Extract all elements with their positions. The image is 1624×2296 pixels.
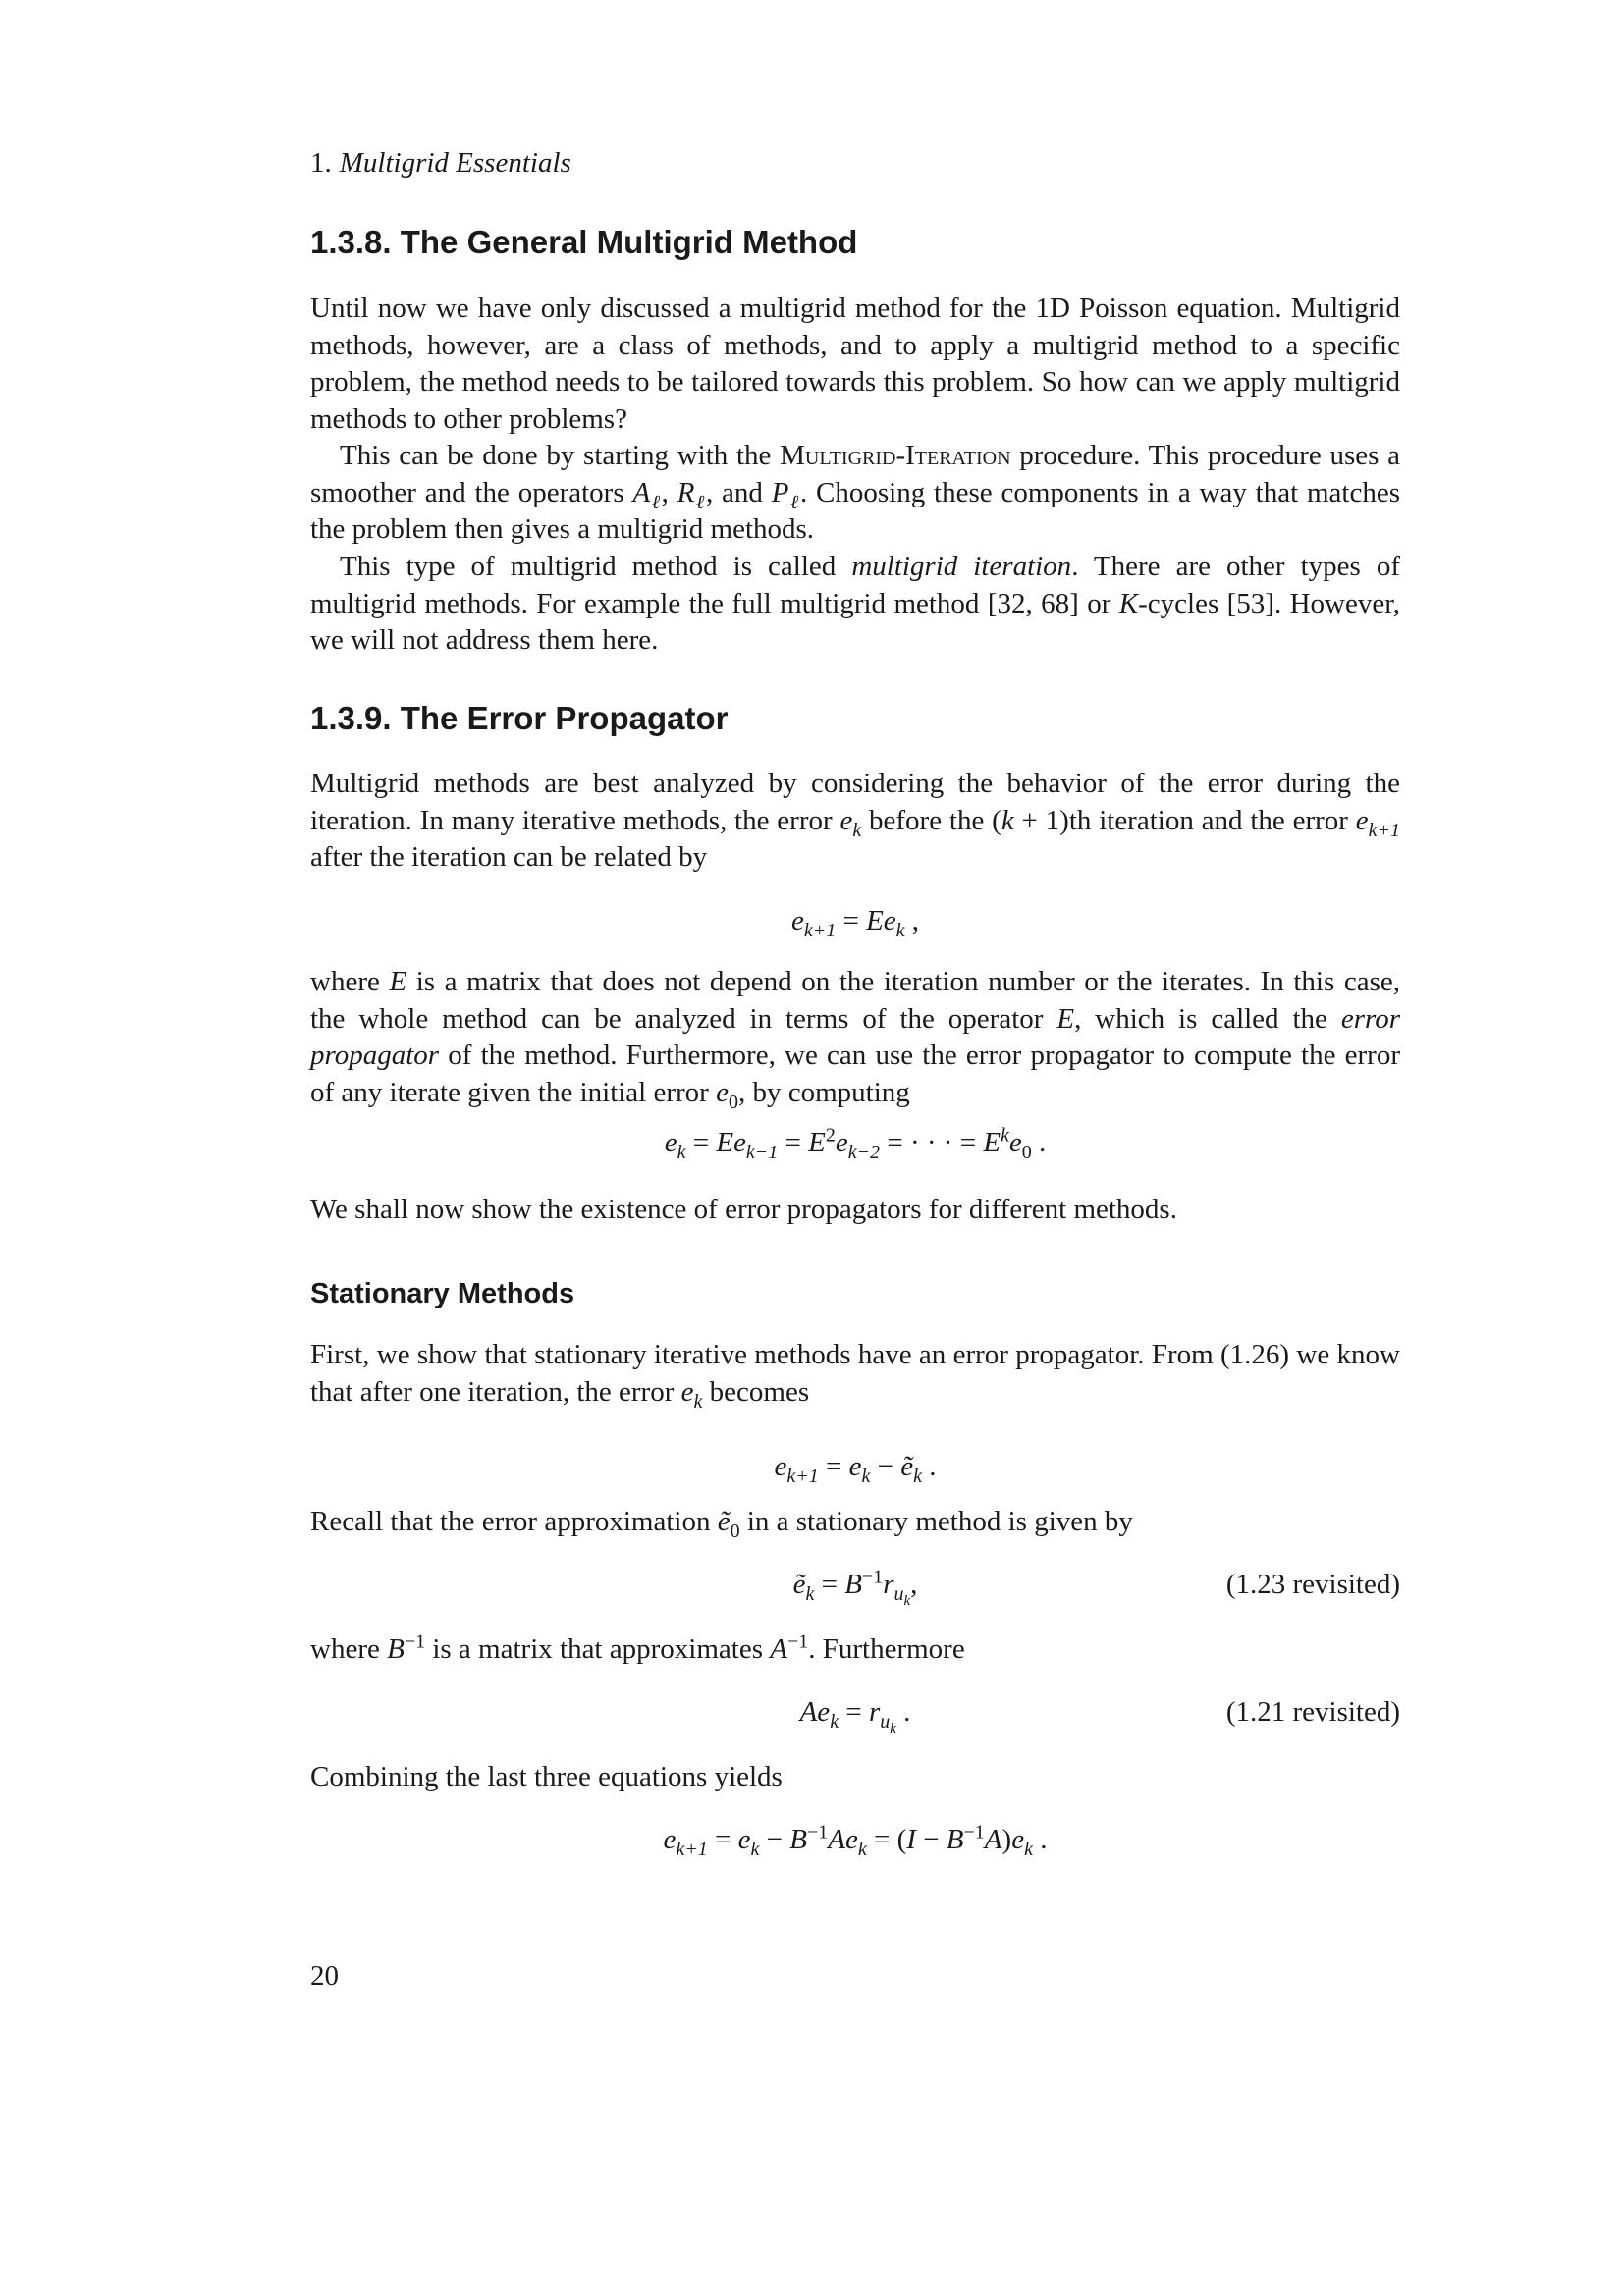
paragraph-general-3: This type of multigrid method is called multigrid iteration. There are other types of multigrid methods. For example the full multigrid method [32, 68] or K-cycles [53]. However, we will not address them here. [310,551,1401,656]
running-head [310,147,571,180]
chapter-number: 1. [310,147,332,179]
paragraph-stationary-1: First, we show that stationary iterative methods have an error propagator. From (1.26) we know that after one iteration, the error $e_k$ becomes [310,1339,1400,1413]
paragraph-error-3: We shall now show the existence of error propagators for different methods. [310,1194,1177,1225]
paragraph-general-1: Until now we have only discussed a multigrid method for the 1D Poisson equation. Multigrid methods, however, are a class of methods, and to apply a multigrid method to a specific problem, the method needs to be tailored towards this problem. So how can we apply multigrid methods to other problems? [310,293,1400,435]
equation-stationary-update: $e_{k+1} = e_k$ − ẽ$_k$ . [774,1451,937,1487]
page-number: 20 [310,1960,339,1992]
equation-1-23: ẽ$_k$ = $B^{-1}r_{u_k}$, (1.23 revisited) [792,1566,1400,1609]
equation-error-propagation: $e_{k+1} = Ee_k$ , [790,905,920,941]
paragraph-stationary-4: Combining the last three equations yields [310,1761,783,1792]
paragraph-error-2: where E is a matrix that does not depend on the iteration number or the iterates. In this case, the whole method can be analyzed in terms of the operator E, which is called the error propagator of the method. Furthermore, we can use the error propagator to compute the error of any iterate given the initial error $e_0$, by computing [310,966,1400,1113]
equation-error-iterate: $e_k = Ee_{k-1} = E^2e_{k-2}$ = · · · = $E^ke_0$ . [664,1124,1047,1163]
equation-error-propagator-stationary: $e_{k+1} = e_k - B^{-1}Ae_k = (I - B^{-1}A)e_k$ . [663,1821,1048,1860]
paragraph-error-1: Multigrid methods are best analyzed by considering the behavior of the error during the iteration. In many iterative methods, the error $e_k$ before the (k + 1)th iteration and the error $e_{k+1}$ after the iteration can be related by [310,768,1400,873]
section-heading-1-3-8: 1.3.8. The General Multigrid Method [310,224,858,260]
equation-tag-1-21: (1.21 revisited) [1225,1696,1400,1728]
section-heading-1-3-9: 1.3.9. The Error Propagator [310,700,729,736]
paragraph-stationary-2: Recall that the error approximation ẽ$_0$ in a stationary method is given by [310,1506,1133,1542]
paragraph-stationary-3: where $B^{-1}$ is a matrix that approximates $A^{-1}$. Furthermore [310,1630,965,1665]
equation-1-21: $Ae_k = r_{u_k}$ . (1.21 revisited) [799,1696,1400,1736]
subsection-heading-stationary: Stationary Methods [310,1278,575,1309]
paragraph-general-2: This can be done by starting with the Multigrid-Iteration procedure. This procedure uses a smoother and the operators $A_\ell$, $R_\ell$, and $P_\ell$. Choosing these components in a way that matches the problem then gives a multigrid methods. [310,440,1400,545]
chapter-title: Multigrid Essentials [339,147,571,179]
equation-tag-1-23: (1.23 revisited) [1225,1569,1400,1600]
